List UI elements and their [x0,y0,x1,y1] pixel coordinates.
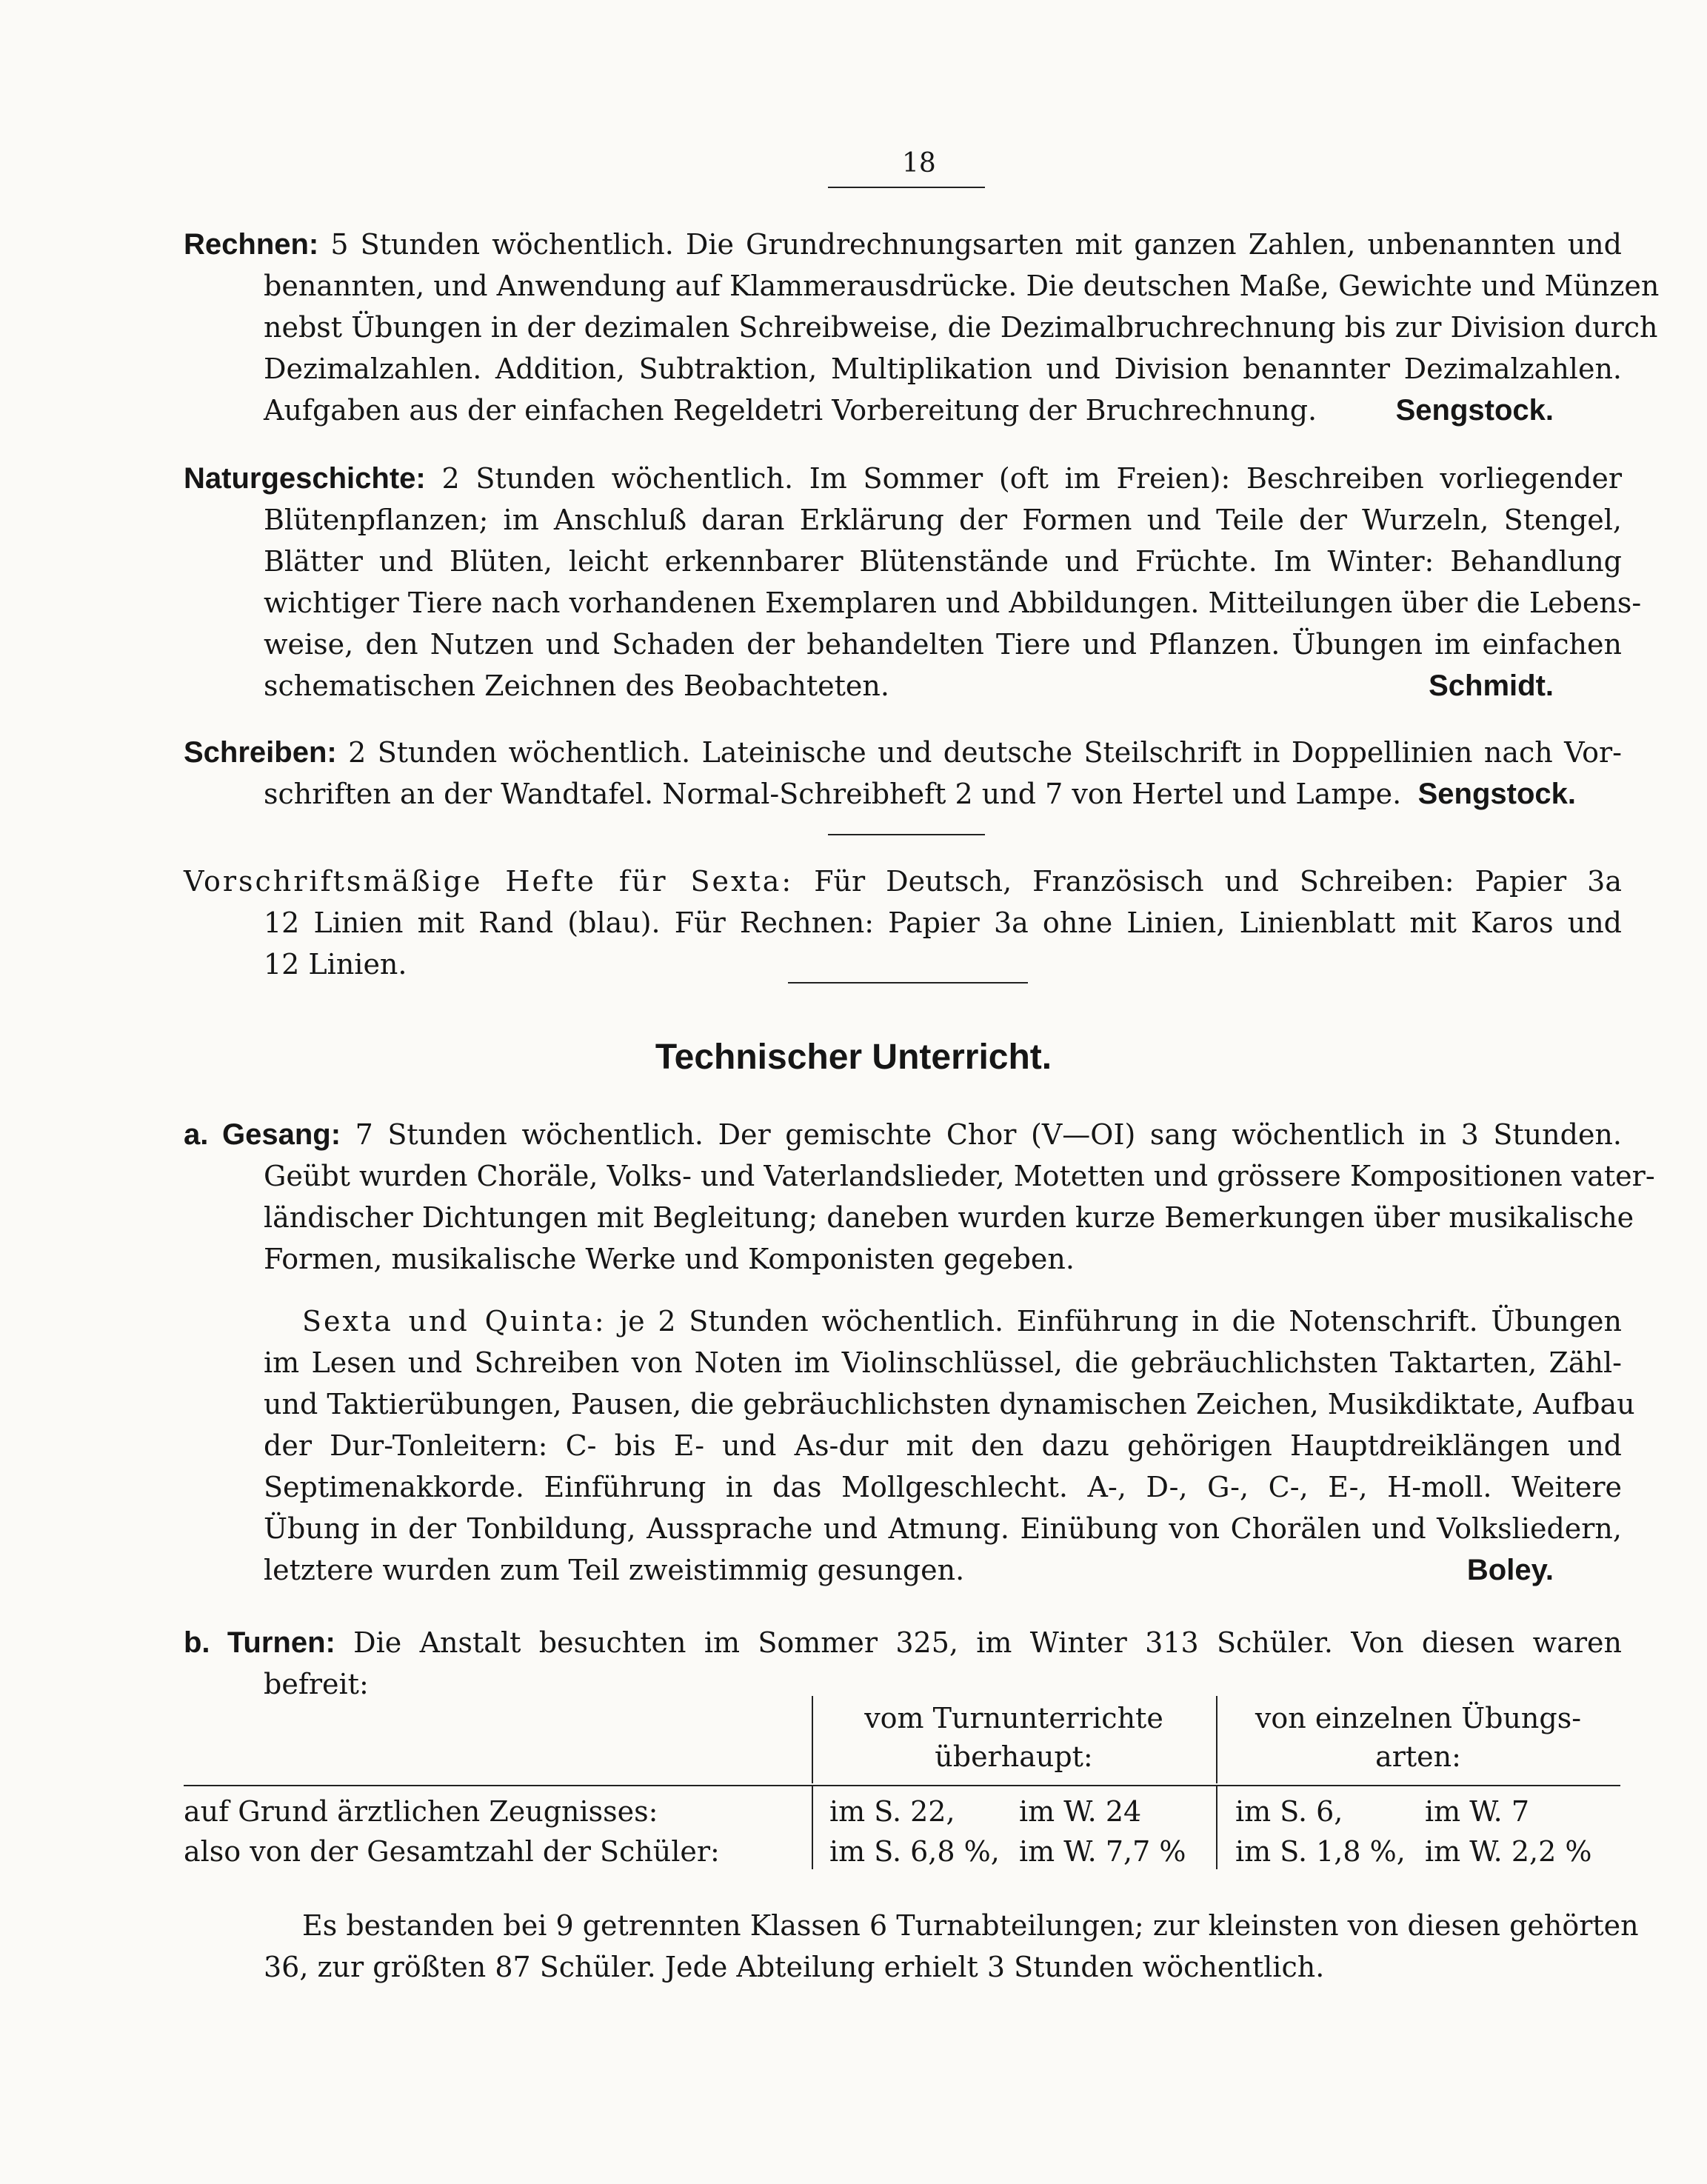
section-naturgeschichte [184,458,1642,707]
text-line: Geübt wurden Choräle, Volks- und Vaterlandslieder, Motetten und grössere Kompositionen vater- [264,1160,1655,1192]
hefte-lead: Vorschriftsmäßige Hefte für Sexta: [184,865,794,898]
table-cell: im W. 7 [1425,1795,1530,1828]
text-line: Blätter und Blüten, leicht erkennbarer Blütenstände und Früchte. Im Winter: Behandlung [264,545,1622,578]
section-rule [788,982,1028,984]
signature: Sengstock. [1417,778,1576,810]
section-sexta-quinta [184,1300,1635,1591]
table-rule [184,1785,1620,1786]
text-line: a. Gesang: 7 Stunden wöchentlich. Der gemischte Chor (V—OI) sang wöchentlich in 3 Stunden. [184,1118,1622,1151]
section-heading: Schreiben: [184,736,337,769]
text-line: Blütenpflanzen; im Anschluß daran Erklärung der Formen und Teile der Wurzeln, Stengel, [264,504,1622,536]
top-rule [828,187,985,188]
signature: Sengstock. [1395,394,1554,427]
section-turnen [184,1622,1622,1663]
text-line: Formen, musikalische Werke und Komponisten gegeben. [264,1243,1075,1275]
text-line: nebst Übungen in der dezimalen Schreibweise, die Dezimalbruchrechnung bis zur Division durch [264,311,1658,344]
text-line: Übung in der Tonbildung, Aussprache und Atmung. Einübung von Chorälen und Volksliedern, [264,1512,1622,1545]
section-rechnen [184,224,1660,431]
section-title: Technischer Unterricht. [655,1038,1052,1077]
text-line: benannten, und Anwendung auf Klammerausdrücke. Die deutschen Maße, Gewichte und Münzen [264,270,1660,302]
text-line: Vorschriftsmäßige Hefte für Sexta: Für Deutsch, Französisch und Schreiben: Papier 3a [184,865,1622,898]
table-cell: im W. 24 [1019,1795,1142,1828]
text-line: weise, den Nutzen und Schaden der behandelten Tiere und Pflanzen. Übungen im einfachen [264,628,1622,661]
table-cell: im S. 6, [1235,1795,1343,1828]
text-line: schriften an der Wandtafel. Normal-Schreibheft 2 und 7 von Hertel und Lampe. Sengstock. [184,773,1622,815]
text-line: b. Turnen: Die Anstalt besuchten im Sommer 325, im Winter 313 Schüler. Von diesen waren [184,1626,1622,1659]
signature: Boley. [1466,1554,1554,1586]
section-hefte [184,861,1622,985]
table-cell: im S. 6,8 %, [829,1835,1000,1868]
section-schreiben [184,732,1622,815]
text-line: Aufgaben aus der einfachen Regeldetri Vorbereitung der Bruchrechnung. Sengstock. [184,390,1622,431]
text-line: Es bestanden bei 9 getrennten Klassen 6 Turnabteilungen; zur kleinsten von diesen gehörten [302,1909,1639,1942]
sexta-quinta-lead: Sexta und Quinta: [302,1305,607,1338]
section-heading: b. Turnen: [184,1626,335,1659]
column-divider [1216,1786,1217,1869]
table-cell: im W. 2,2 % [1425,1835,1592,1868]
table-intro: befreit: [264,1668,369,1700]
section-heading: Rechnen: [184,228,319,261]
row-label: also von der Gesamtzahl der Schüler: [184,1835,720,1868]
text-line: 36, zur größten 87 Schüler. Jede Abteilung erhielt 3 Stunden wöchentlich. [264,1951,1325,1983]
column-divider [812,1786,813,1869]
signature: Schmidt. [1429,669,1554,702]
text-line: Naturgeschichte: 2 Stunden wöchentlich. Im Sommer (oft im Freien): Beschreiben vorliegender [184,462,1622,495]
text-line: Rechnen: 5 Stunden wöchentlich. Die Grundrechnungsarten mit ganzen Zahlen, unbenannten und [184,228,1622,261]
text-line: 12 Linien mit Rand (blau). Für Rechnen: Papier 3a ohne Linien, Linienblatt mit Karos und [264,906,1622,939]
table-cell: im W. 7,7 % [1019,1835,1186,1868]
col1-header-line: überhaupt: [935,1740,1093,1773]
text-line: Sexta und Quinta: je 2 Stunden wöchentlich. Einführung in die Notenschrift. Übungen [302,1305,1622,1338]
row-label: auf Grund ärztlichen Zeugnisses: [184,1795,658,1828]
text-line: wichtiger Tiere nach vorhandenen Exemplaren und Abbildungen. Mitteilungen über die Lebens- [264,587,1642,619]
section-rule [828,834,985,835]
text-line: Schreiben: 2 Stunden wöchentlich. Lateinische und deutsche Steilschrift in Doppellinien nach Vor- [184,736,1622,769]
col2-header-line: arten: [1375,1740,1461,1773]
table-cell: im S. 22, [829,1795,955,1828]
text-line: schematischen Zeichnen des Beobachteten. Schmidt. [184,665,1622,707]
section-heading: Naturgeschichte: [184,462,426,495]
text-line: Dezimalzahlen. Addition, Subtraktion, Multiplikation und Division benannter Dezimalzahlen. [264,353,1622,385]
text-line: der Dur-Tonleitern: C- bis E- und As-dur mit den dazu gehörigen Hauptdreiklängen und [264,1429,1622,1462]
table-cell: im S. 1,8 %, [1235,1835,1406,1868]
text-line: letztere wurden zum Teil zweistimmig gesungen. Boley. [184,1549,1622,1591]
text-line: ländischer Dichtungen mit Begleitung; daneben wurden kurze Bemerkungen über musikalische [264,1201,1634,1234]
section-gesang [184,1114,1655,1280]
text-line: Septimenakkorde. Einführung in das Mollgeschlecht. A-, D-, G-, C-, E-, H-moll. Weitere [264,1471,1622,1503]
text-line: im Lesen und Schreiben von Noten im Violinschlüssel, die gebräuchlichsten Taktarten, Zähl- [264,1346,1622,1379]
text-line: und Taktierübungen, Pausen, die gebräuchlichsten dynamischen Zeichen, Musikdiktate, Aufbau [264,1388,1635,1420]
text-line: 12 Linien. [264,948,407,981]
section-heading: a. Gesang: [184,1118,341,1151]
col1-header-line: vom Turnunterrichte [864,1702,1163,1734]
page-number: 18 [902,148,936,178]
col2-header-line: von einzelnen Übungs- [1255,1702,1582,1734]
turnen-closing [184,1905,1639,1988]
